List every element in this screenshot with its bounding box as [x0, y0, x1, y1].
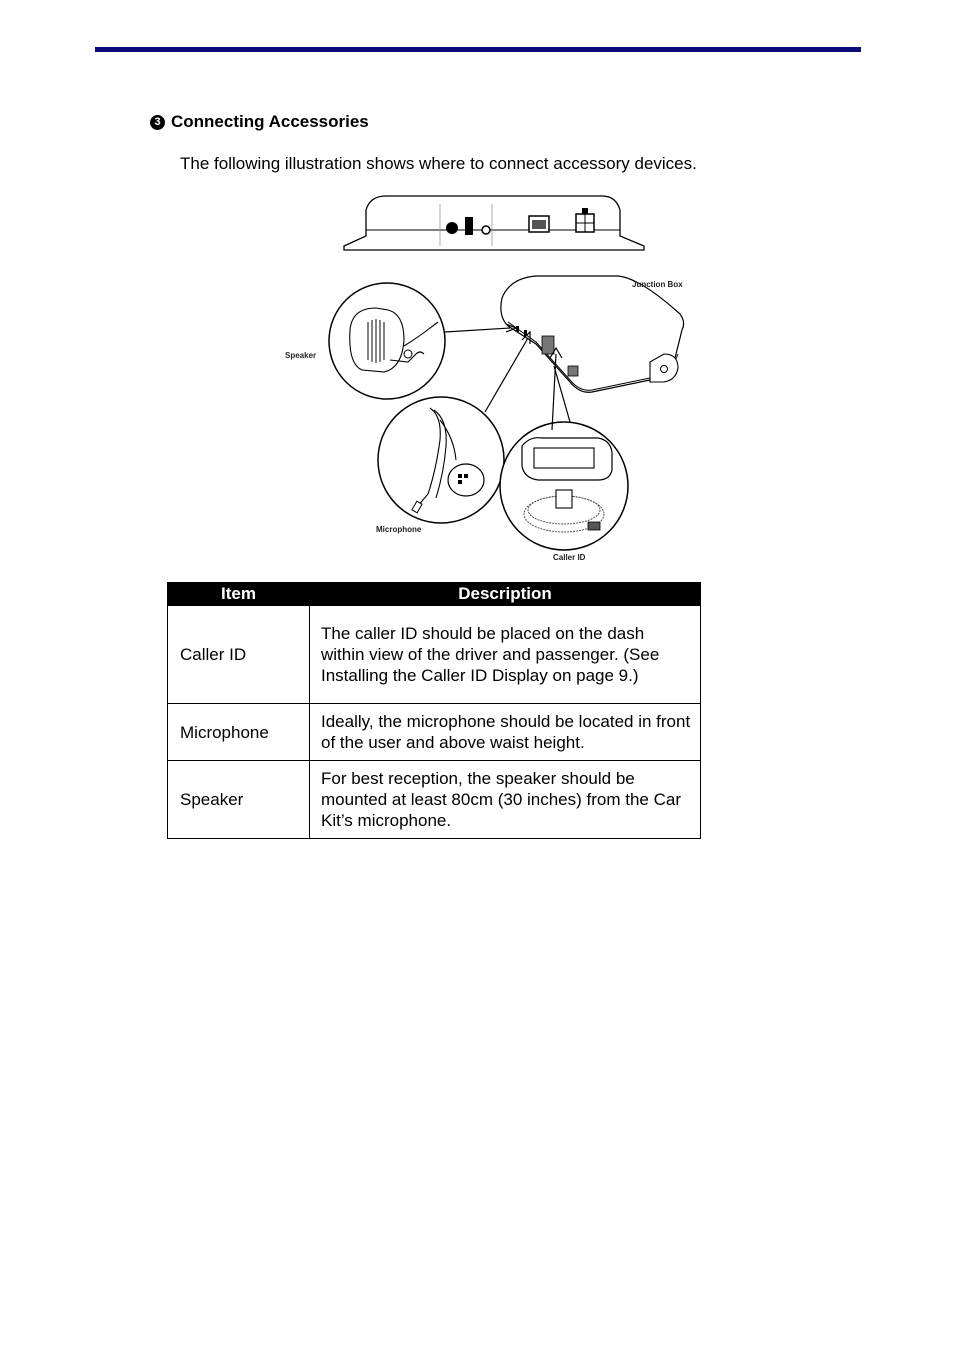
mic-jack-icon [482, 226, 490, 234]
column-header-item: Item [168, 583, 310, 606]
top-rule [95, 47, 861, 52]
table-header-row [168, 583, 701, 606]
speaker-label: Speaker [285, 351, 317, 360]
microphone-callout-circle [378, 397, 504, 523]
microphone-label: Microphone [376, 525, 422, 534]
table-row [168, 761, 701, 839]
section-heading [150, 112, 369, 132]
junction-box-label: Junction Box [632, 280, 683, 289]
description-cell: For best reception, the speaker should be mounted at least 80cm (30 inches) from the Car Kit’s microphone. [310, 761, 701, 839]
table-row [168, 606, 701, 704]
intro-text: The following illustration shows where to connect accessory devices. [180, 154, 697, 173]
caller-id-label: Caller ID [553, 553, 586, 562]
numbered-bullet: 3 [150, 115, 165, 130]
item-cell: Speaker [168, 761, 310, 839]
column-header-description: Description [310, 583, 701, 606]
section-title: Connecting Accessories [171, 112, 369, 131]
accessories-illustration [280, 270, 700, 570]
junction-box-side-view [340, 190, 650, 254]
accessories-table [167, 582, 701, 839]
description-cell: The caller ID should be placed on the dash within view of the driver and passenger. (See Installing the Caller ID Display on page 9.) [310, 606, 701, 704]
item-cell: Caller ID [168, 606, 310, 704]
switch-icon [465, 217, 473, 235]
description-cell: Ideally, the microphone should be located in front of the user and above waist height. [310, 704, 701, 761]
item-cell: Microphone [168, 704, 310, 761]
audio-jack-icon [446, 222, 458, 234]
table-row [168, 704, 701, 761]
